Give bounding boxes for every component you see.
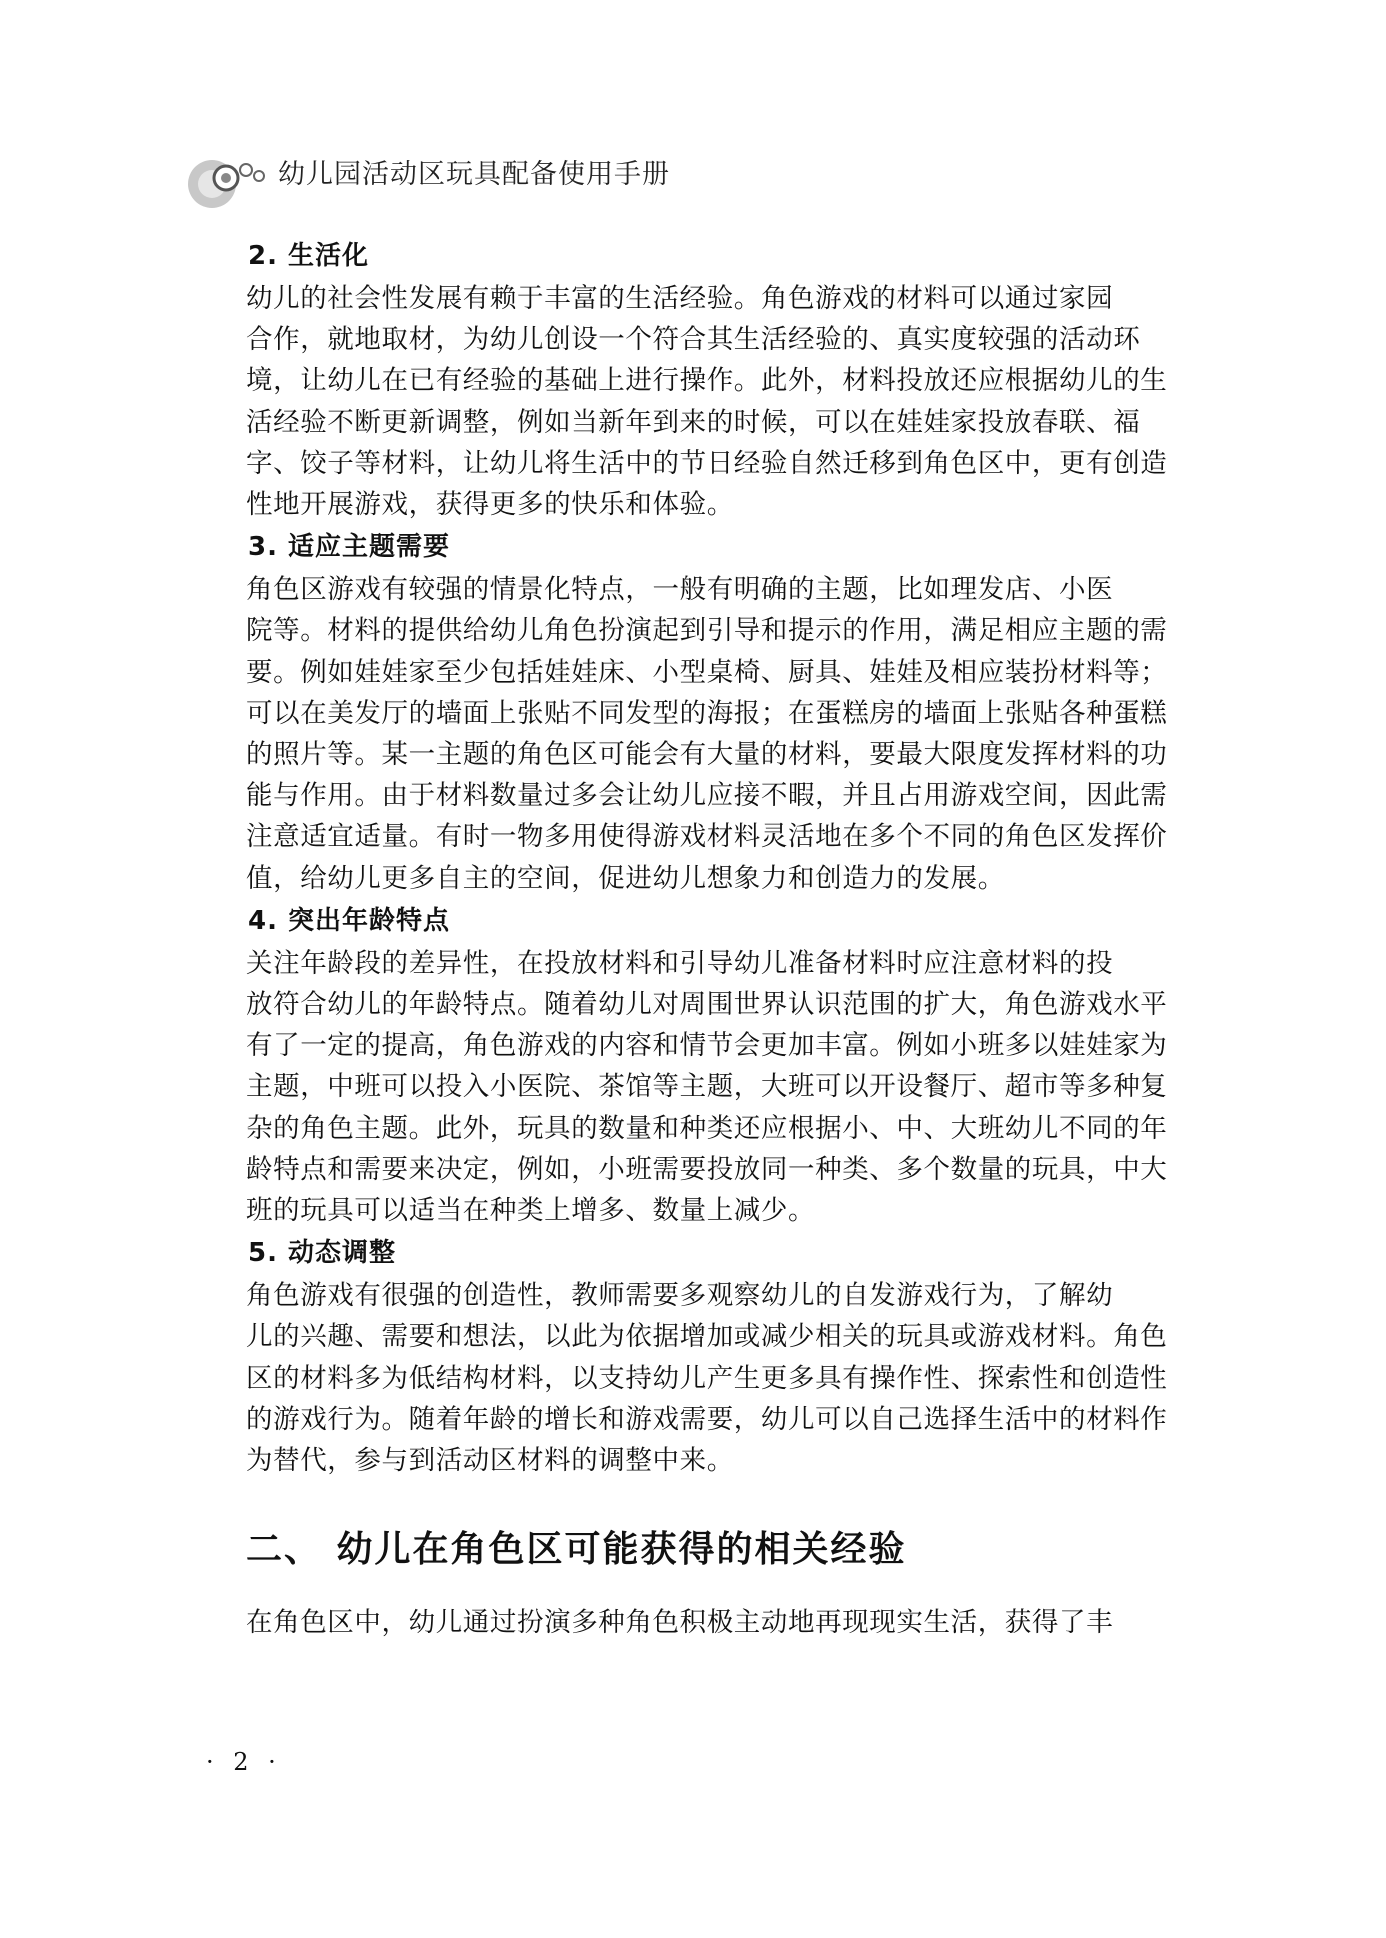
text-line: 可以在美发厅的墙面上张贴不同发型的海报；在蛋糕房的墙面上张贴各种蛋糕 (246, 697, 1168, 729)
subsection-2 (246, 238, 1178, 525)
text-line: 龄特点和需要来决定，例如，小班需要投放同一种类、多个数量的玩具，中大 (246, 1153, 1168, 1185)
paragraph (246, 1602, 1178, 1643)
text-line: 放符合幼儿的年龄特点。随着幼儿对周围世界认识范围的扩大，角色游戏水平 (246, 989, 1168, 1021)
text-line: 区的材料多为低结构材料，以支持幼儿产生更多具有操作性、探索性和创造性 (246, 1362, 1168, 1394)
subsection-heading: 4. 突出年龄特点 (248, 905, 451, 936)
paragraph (246, 943, 1178, 1231)
page-number: · 2 · (206, 1748, 282, 1776)
text-line: 儿的兴趣、需要和想法，以此为依据增加或减少相关的玩具或游戏材料。角色 (246, 1321, 1168, 1353)
subsection-heading: 5. 动态调整 (248, 1238, 397, 1269)
text-line: 字、饺子等材料，让幼儿将生活中的节日经验自然迁移到角色区中，更有创造 (246, 447, 1168, 479)
text-line: 班的玩具可以适当在种类上增多、数量上减少。 (246, 1195, 816, 1227)
paragraph (246, 1275, 1178, 1481)
text-line: 杂的角色主题。此外，玩具的数量和种类还应根据小、中、大班幼儿不同的年 (246, 1112, 1168, 1144)
text-line: 合作，就地取材，为幼儿创设一个符合其生活经验的、真实度较强的活动环 (246, 324, 1141, 356)
text-line: 有了一定的提高，角色游戏的内容和情节会更加丰富。例如小班多以娃娃家为 (246, 1030, 1168, 1062)
book-logo-icon (186, 148, 274, 210)
subsection-5 (246, 1235, 1178, 1481)
text-line: 的照片等。某一主题的角色区可能会有大量的材料，要最大限度发挥材料的功 (246, 739, 1168, 771)
text-line: 主题，中班可以投入小医院、茶馆等主题，大班可以开设餐厅、超市等多种复 (246, 1071, 1168, 1103)
paragraph (246, 569, 1178, 899)
text-line: 能与作用。由于材料数量过多会让幼儿应接不暇，并且占用游戏空间，因此需 (246, 780, 1168, 812)
running-header-title: 幼儿园活动区玩具配备使用手册 (278, 159, 670, 190)
paragraph (246, 278, 1178, 525)
text-line: 院等。材料的提供给幼儿角色扮演起到引导和提示的作用，满足相应主题的需 (246, 615, 1168, 647)
text-line: 活经验不断更新调整，例如当新年到来的时候，可以在娃娃家投放春联、福 (246, 406, 1141, 438)
running-header (186, 142, 886, 212)
subsection-4 (246, 903, 1178, 1231)
text-line: 要。例如娃娃家至少包括娃娃床、小型桌椅、厨具、娃娃及相应装扮材料等； (246, 656, 1168, 688)
text-line: 幼儿的社会性发展有赖于丰富的生活经验。角色游戏的材料可以通过家园 (246, 283, 1114, 314)
subsection-heading: 2. 生活化 (248, 241, 370, 271)
text-line: 注意适宜适量。有时一物多用使得游戏材料灵活地在多个不同的角色区发挥价 (246, 821, 1168, 853)
text-line: 境，让幼儿在已有经验的基础上进行操作。此外，材料投放还应根据幼儿的生 (246, 365, 1168, 397)
text-line: 在角色区中，幼儿通过扮演多种角色积极主动地再现现实生活，获得了丰 (246, 1607, 1114, 1639)
section-heading: 二、 幼儿在角色区可能获得的相关经验 (246, 1529, 907, 1571)
subsection-heading: 3. 适应主题需要 (248, 532, 451, 563)
text-line: 为替代，参与到活动区材料的调整中来。 (246, 1445, 734, 1477)
text-line: 性地开展游戏，获得更多的快乐和体验。 (246, 489, 734, 521)
text-line: 的游戏行为。随着年龄的增长和游戏需要，幼儿可以自己选择生活中的材料作 (246, 1403, 1168, 1435)
text-line: 角色游戏有很强的创造性，教师需要多观察幼儿的自发游戏行为，了解幼 (246, 1280, 1114, 1312)
text-line: 关注年龄段的差异性，在投放材料和引导幼儿准备材料时应注意材料的投 (246, 947, 1114, 979)
text-line: 角色区游戏有较强的情景化特点，一般有明确的主题，比如理发店、小医 (246, 574, 1114, 606)
text-line: 值，给幼儿更多自主的空间，促进幼儿想象力和创造力的发展。 (246, 862, 1005, 894)
subsection-3 (246, 529, 1178, 899)
main-content (246, 238, 1178, 1647)
